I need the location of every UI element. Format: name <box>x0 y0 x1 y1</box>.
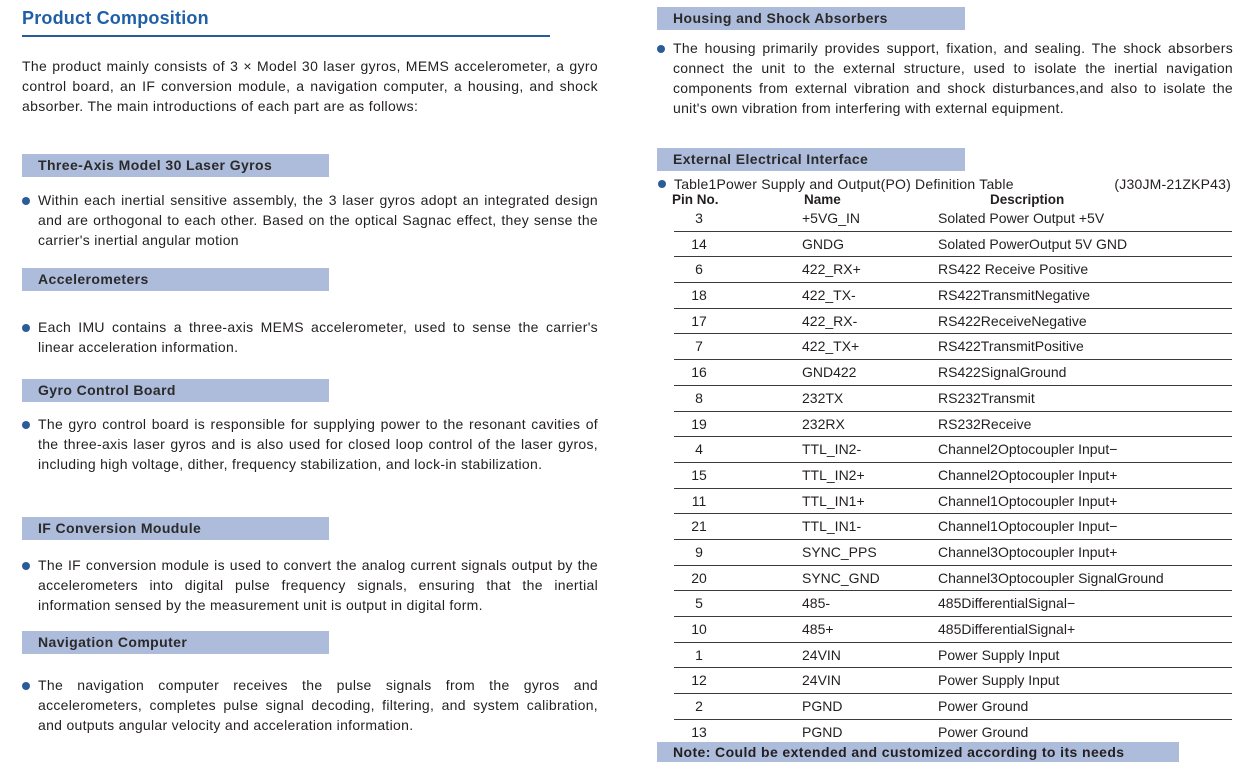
table-row <box>674 206 1232 232</box>
description-cell: RS422 Receive Positive <box>938 261 1089 278</box>
description-cell: Solated Power Output +5V <box>938 210 1105 226</box>
table-row <box>674 283 1232 309</box>
bullet-control-board <box>22 414 598 474</box>
table-row <box>674 412 1232 438</box>
name-cell: PGND <box>802 723 843 740</box>
description-cell: Solated PowerOutput 5V GND <box>938 235 1128 252</box>
pin-cell: 10 <box>691 621 707 637</box>
description-cell: RS232Transmit <box>938 389 1035 406</box>
bullet-housing <box>657 38 1233 118</box>
bullet-text: Within each inertial sensitive assembly, the 3 laser gyros adopt an integrated design and are orthogonal to each other. Based on the optical Sagnac effect, they sense the carrier's inertial angular motion <box>38 192 598 248</box>
description-cell: Channel3Optocoupler SignalGround <box>938 569 1164 586</box>
description-cell: RS422TransmitPositive <box>938 338 1084 355</box>
description-cell: Power Ground <box>938 723 1029 740</box>
bullet-icon <box>22 324 30 332</box>
bullet-text: Each IMU contains a three-axis MEMS accelerometer, used to sense the carrier's linear acceleration information. <box>38 319 598 355</box>
description-cell: RS422SignalGround <box>938 364 1067 381</box>
name-cell: TTL_IN1+ <box>802 492 865 509</box>
name-cell: 422_RX+ <box>802 261 861 278</box>
pin-cell: 2 <box>695 698 703 715</box>
name-cell: GNDG <box>802 235 844 252</box>
bullet-icon <box>657 45 665 53</box>
description-cell: 485DifferentialSignal− <box>938 595 1076 612</box>
table-row <box>674 668 1232 694</box>
description-cell: RS422TransmitNegative <box>938 287 1090 304</box>
description-cell: RS422ReceiveNegative <box>938 312 1087 329</box>
bullet-text: The gyro control board is responsible for supplying power to the resonant cavities of the three-axis laser gyros and is also used for closed loop control of the laser gyros, including high voltage, dither, frequency stabilization, and lock-in stabilization. <box>38 416 598 472</box>
table-row <box>674 309 1232 335</box>
pin-cell: 5 <box>695 595 703 612</box>
description-cell: Channel2Optocoupler Input− <box>938 441 1118 458</box>
section-heading-interface: External Electrical Interface <box>657 148 965 171</box>
name-cell: TTL_IN2- <box>802 441 862 458</box>
page-title: Product Composition <box>22 8 209 28</box>
description-cell: Channel1Optocoupler Input− <box>938 518 1118 535</box>
table-row <box>674 386 1232 412</box>
table-row <box>674 617 1232 643</box>
name-cell: SYNC_PPS <box>802 543 877 560</box>
name-cell: 485- <box>802 595 831 612</box>
name-cell: 422_TX- <box>802 287 856 304</box>
title-underline <box>22 35 550 37</box>
pin-cell: 1 <box>695 646 703 663</box>
pin-definition-table <box>674 206 1232 745</box>
pin-cell: 12 <box>691 672 707 689</box>
pin-cell: 6 <box>695 261 703 278</box>
pin-cell: 16 <box>691 364 707 381</box>
table-caption <box>658 175 1233 193</box>
description-cell: Channel3Optocoupler Input+ <box>938 543 1118 560</box>
description-cell: Power Ground <box>938 698 1029 715</box>
description-cell: 485DifferentialSignal+ <box>938 621 1076 637</box>
pin-cell: 7 <box>695 338 703 355</box>
table-row <box>674 489 1232 515</box>
description-cell: Channel1Optocoupler Input+ <box>938 492 1118 509</box>
bullet-icon <box>22 682 30 690</box>
connector-code: (J30JM-21ZKP43) <box>1114 176 1231 192</box>
pin-cell: 15 <box>691 466 707 483</box>
description-cell: RS232Receive <box>938 415 1032 432</box>
table-row <box>674 360 1232 386</box>
description-cell: Power Supply Input <box>938 672 1060 689</box>
name-cell: 422_TX+ <box>802 338 860 355</box>
intro-paragraph: The product mainly consists of 3 × Model 30 laser gyros, MEMS accelerometer, a gyro control board, an IF conversion module, a navigation computer, a housing, and shock absorber. The main introductions of each part are as follows: <box>22 58 598 114</box>
bullet-nav-computer <box>22 675 598 735</box>
table-row <box>674 694 1232 720</box>
table-row <box>674 463 1232 489</box>
table-note: Note: Could be extended and customized according to its needs <box>657 742 1179 762</box>
bullet-icon <box>22 562 30 570</box>
pin-cell: 21 <box>691 518 707 535</box>
name-cell: PGND <box>802 698 843 715</box>
table-row <box>674 514 1232 540</box>
table-row <box>674 437 1232 463</box>
pin-cell: 4 <box>695 441 703 458</box>
pin-cell: 14 <box>691 235 707 252</box>
name-cell: TTL_IN2+ <box>802 466 865 483</box>
name-cell: +5VG_IN <box>802 210 860 226</box>
name-cell: 24VIN <box>802 672 841 689</box>
name-cell: 422_RX- <box>802 312 858 329</box>
name-cell: 232RX <box>802 415 845 432</box>
column-header-pin: Pin No. <box>672 192 719 207</box>
bullet-text: The housing primarily provides support, fixation, and sealing. The shock absorbers connect the unit to the external structure, used to isolate the inertial navigation components from external vibration and shock disturbances,and also to isolate the unit's own vibration from interfering with external equipment. <box>673 40 1233 116</box>
table-row <box>674 643 1232 669</box>
section-heading-housing: Housing and Shock Absorbers <box>657 7 965 30</box>
name-cell: SYNC_GND <box>802 569 880 586</box>
table-row <box>674 591 1232 617</box>
pin-cell: 13 <box>691 723 707 740</box>
bullet-icon <box>22 421 30 429</box>
table-row <box>674 257 1232 283</box>
name-cell: TTL_IN1- <box>802 518 862 535</box>
pin-cell: 19 <box>691 415 707 432</box>
section-heading-control-board: Gyro Control Board <box>22 379 329 402</box>
pin-cell: 20 <box>691 569 707 586</box>
column-header-description: Description <box>990 192 1065 207</box>
pin-cell: 18 <box>691 287 707 304</box>
section-heading-gyros: Three-Axis Model 30 Laser Gyros <box>22 154 329 177</box>
bullet-icon <box>658 180 666 188</box>
table-row <box>674 232 1232 258</box>
name-cell: GND422 <box>802 364 857 381</box>
pin-cell: 8 <box>695 389 703 406</box>
pin-cell: 3 <box>695 210 703 226</box>
section-heading-nav-computer: Navigation Computer <box>22 631 329 654</box>
section-heading-accelerometers: Accelerometers <box>22 268 329 291</box>
bullet-gyros <box>22 190 598 250</box>
table-row <box>674 540 1232 566</box>
table-caption-text: Table1Power Supply and Output(PO) Definition Table <box>674 176 1014 192</box>
description-cell: Power Supply Input <box>938 646 1060 663</box>
bullet-text: The IF conversion module is used to convert the analog current signals output by the accelerometers into digital pulse frequency signals, ensuring that the inertial information sensed by the measurement unit is output in digital form. <box>38 557 598 613</box>
pin-cell: 17 <box>691 312 707 329</box>
column-header-name: Name <box>804 192 841 207</box>
table-row <box>674 566 1232 592</box>
name-cell: 232TX <box>802 389 844 406</box>
name-cell: 485+ <box>802 621 834 637</box>
bullet-accelerometers <box>22 317 598 357</box>
pin-cell: 11 <box>691 492 707 509</box>
bullet-if-module <box>22 555 598 615</box>
pin-cell: 9 <box>695 543 703 560</box>
description-cell: Channel2Optocoupler Input+ <box>938 466 1118 483</box>
name-cell: 24VIN <box>802 646 841 663</box>
section-heading-if-module: IF Conversion Moudule <box>22 517 329 540</box>
table-row <box>674 334 1232 360</box>
bullet-text: The navigation computer receives the pulse signals from the gyros and accelerometers, completes pulse signal decoding, filtering, and system calibration, and outputs angular velocity and acceleration information. <box>38 677 598 733</box>
bullet-icon <box>22 197 30 205</box>
